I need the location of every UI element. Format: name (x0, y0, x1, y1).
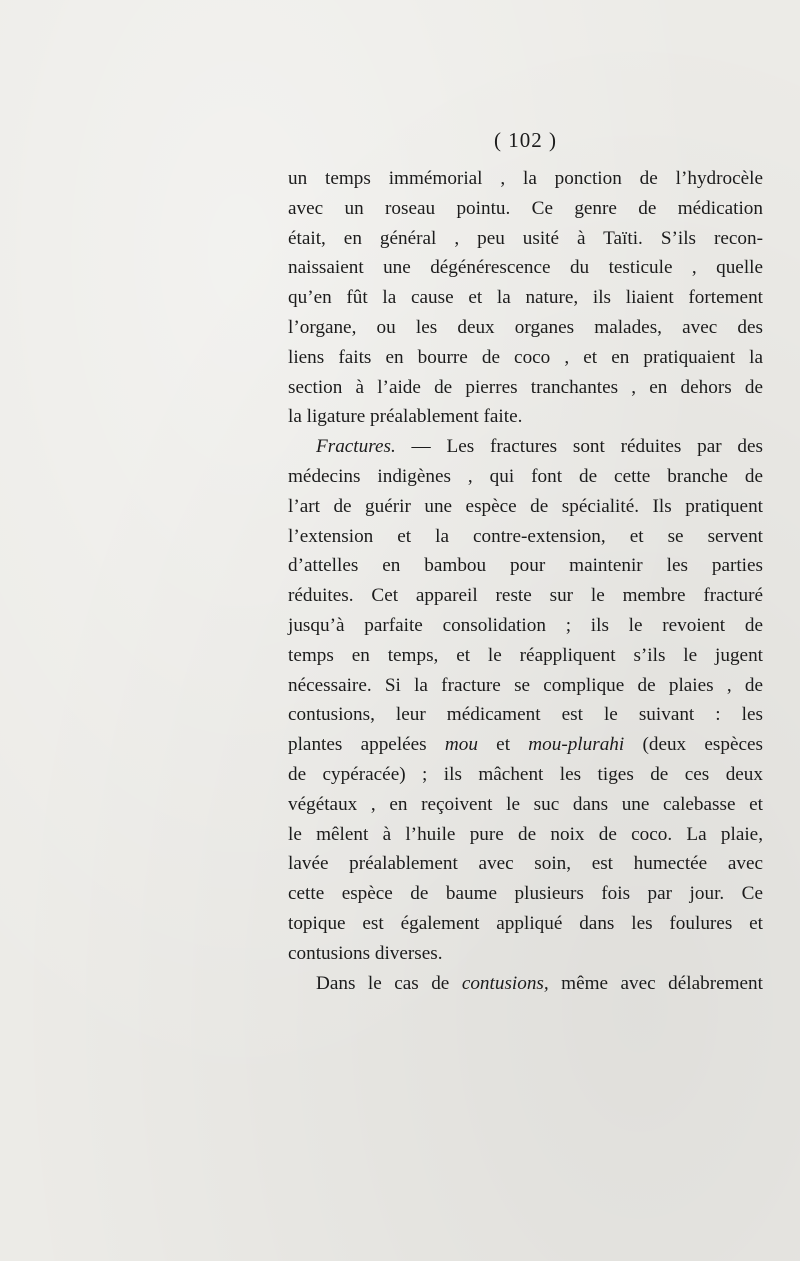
italic-term-contusions: contusions, (461, 972, 549, 994)
text-line: le mêlent à l’huile pure de noix de coco. La plaie, (288, 823, 763, 845)
text-line: végétaux , en reçoivent le suc dans une calebasse et (288, 793, 763, 815)
text-line: topique est également appliqué dans les foulures et (288, 912, 763, 934)
text-line: l’organe, ou les deux organes malades, avec des (288, 316, 763, 338)
text-line: réduites. Cet appareil reste sur le membre fracturé (288, 585, 763, 607)
section-heading-fractures: Fractures. (316, 436, 396, 458)
text-line: contusions, leur médicament est le suivant : les (288, 704, 763, 726)
text-line: temps en temps, et le réappliquent s’ils le jugent (288, 644, 763, 666)
text-line: médecins indigènes , qui font de cette branche de (288, 465, 763, 487)
text-line: contusions diverses. (288, 942, 443, 964)
text-line: lavée préalablement avec soin, est humectée avec (288, 853, 763, 875)
body-text (288, 164, 763, 998)
text-line: Fractures. — Les fractures sont réduites par des (316, 436, 763, 458)
page-number: ( 102 ) (494, 128, 557, 152)
text-line: nécessaire. Si la fracture se complique de plaies , de (288, 674, 763, 696)
text-line: d’attelles en bambou pour maintenir les parties (288, 555, 763, 577)
text-line: un temps immémorial , la ponction de l’hydrocèle (288, 168, 763, 189)
plant-name-mou-plurahi: mou-plurahi (528, 734, 625, 756)
text-line: section à l’aide de pierres tranchantes , en dehors de (288, 376, 763, 398)
text-line: la ligature préalablement faite. (288, 406, 523, 428)
text-line: était, en général , peu usité à Taïti. S’ils recon- (288, 227, 763, 249)
text-line: liens faits en bourre de coco , et en pratiquaient la (288, 346, 763, 368)
text-line: l’extension et la contre-extension, et se servent (288, 525, 763, 547)
text-line: de cypéracée) ; ils mâchent les tiges de ces deux (288, 763, 763, 785)
plant-name-mou: mou (444, 734, 478, 756)
text-line: jusqu’à parfaite consolidation ; ils le revoient de (288, 614, 763, 636)
text-line: Dans le cas de contusions, même avec délabrement (316, 972, 763, 994)
text-line: l’art de guérir une espèce de spécialité. Ils pratiquent (288, 495, 763, 517)
text-line: naissaient une dégénérescence du testicule , quelle (288, 257, 763, 279)
text-line: plantes appelées mou et mou-plurahi (deux espèces (288, 734, 763, 756)
text-line: cette espèce de baume plusieurs fois par jour. Ce (288, 883, 763, 905)
text-line: qu’en fût la cause et la nature, ils liaient fortement (288, 287, 763, 309)
text-line: avec un roseau pointu. Ce genre de médication (288, 197, 763, 219)
